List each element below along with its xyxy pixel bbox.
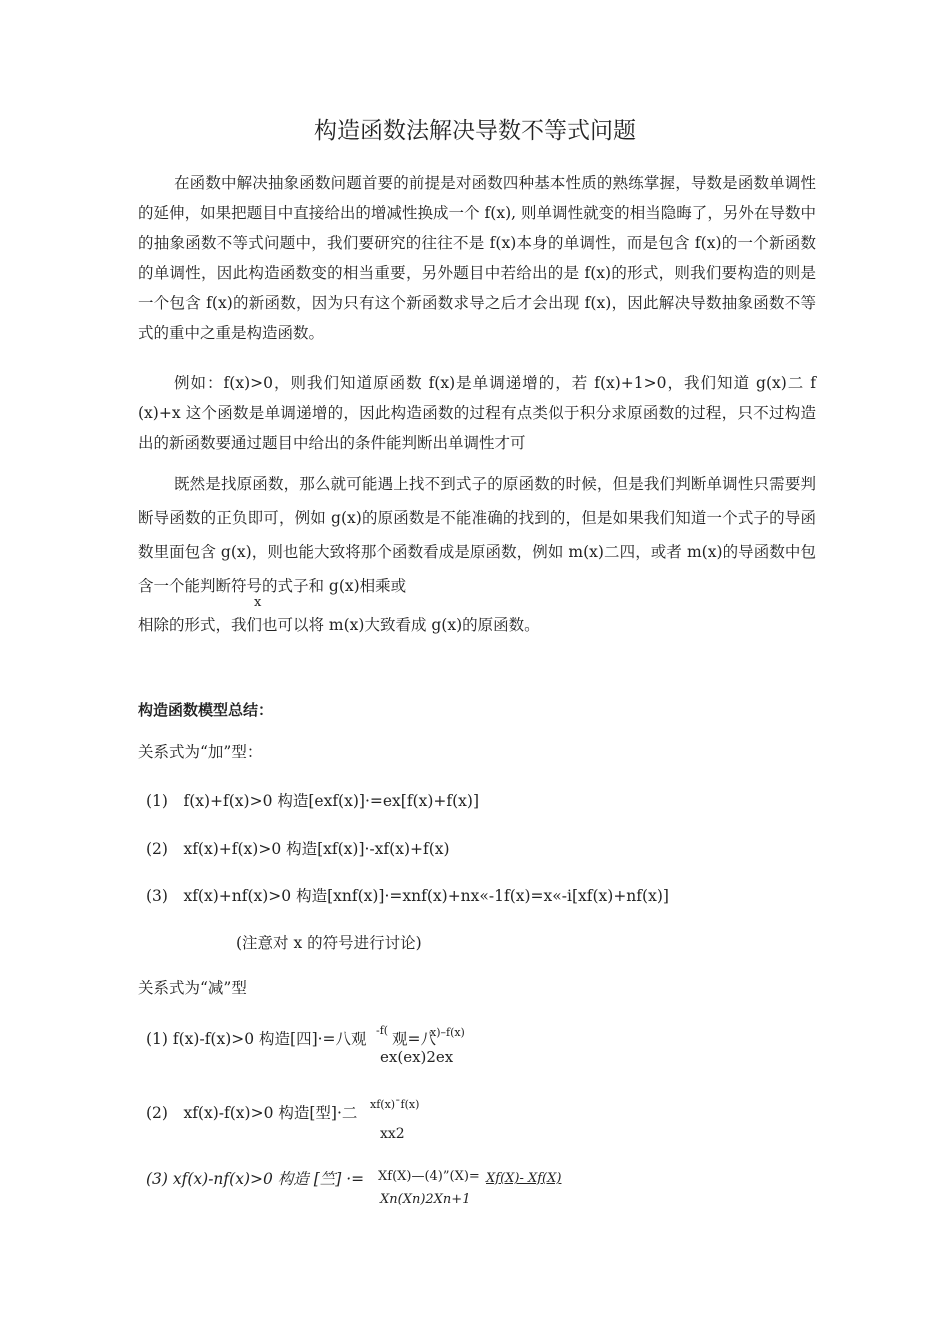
sub-item-3-numerator: Xf(X)—(4)”(X)= (378, 1169, 480, 1184)
sub-item-1-denominator: ex(ex)2ex (380, 1048, 454, 1066)
sub-item-2-numerator: xf(x)ˉf(x) (370, 1098, 420, 1111)
heading-subtract-type: 关系式为“减”型 (138, 979, 247, 997)
sub-item-1-sup-b: x)–f(x) (430, 1026, 465, 1039)
section-heading-summary: 构造函数模型总结： (138, 701, 274, 719)
add-item-2: (2) xf(x)+f(x)>0 构造[xf(x)]·-xf(x)+f(x) (146, 840, 450, 858)
paragraph-original-function-end: 相除的形式，我们也可以将 m(x)大致看成 g(x)的原函数。 (138, 616, 540, 634)
sub-item-1: (1) f(x)-f(x)>0 构造[四]·=八观 (146, 1030, 367, 1048)
sub-item-1-mid: 观=八 (392, 1030, 436, 1048)
add-item-1: (1) f(x)+f(x)>0 构造[exf(x)]·=ex[f(x)+f(x)] (146, 792, 480, 810)
sub-item-1-sup-a: -f( (376, 1024, 389, 1037)
page-title: 构造函数法解决导数不等式问题 (314, 118, 636, 144)
paragraph-example: 例如：f(x)>0，则我们知道原函数 f(x)是单调递增的，若 f(x)+1>0，我们知道 g(x)二 f (x)+x 这个函数是单调递增的，因此构造函数的过程有点类似于积分求原函数的过程，只不过构造出的新函数要通过题目中给出的条件能判断出单调性才可 (138, 374, 816, 452)
paragraph-original-function: 既然是找原函数，那么就可能遇上找不到式子的原函数的时候，但是我们判断单调性只需要判断导函数的正负即可，例如 g(x)的原函数是不能准确的找到的，但是如果我们知道一个式子的导函数里面包含 g(x)，则也能大致将那个函数看成是原函数，例如 m(x)二四，或者 m(x)的导函数中包含一个能判断符号的式子和 g(x)相乘或 (138, 475, 816, 595)
sub-item-2-denominator: xx2 (380, 1126, 405, 1142)
paragraph-intro: 在函数中解决抽象函数问题首要的前提是对函数四种基本性质的熟练掌握，导数是函数单调性的延伸，如果把题目中直接给出的增减性换成一个 f(x), 则单调性就变的相当隐晦了，另外在导数中的抽象函数不等式问题中，我们要研究的往往不是 f(x)本身的单调性，而是包含 f(x)的一个新函数的单调性，因此构造函数变的相当重要，另外题目中若给出的是 f(x)的形式，则我们要构造的则是一个包含 f(x)的新函数，因为只有这个新函数求导之后才会出现 f(x)，因此解决导数抽象函数不等式的重中之重是构造函数。 (138, 174, 816, 342)
sub-item-3: (3) xf(x)-nf(x)>0 构造 [竺] ·= (146, 1170, 365, 1188)
sub-item-3-tail: Xf(X)- Xf(X) (486, 1171, 562, 1186)
sub-item-3-denominator: Xn(Xn)2Xn+1 (380, 1192, 471, 1207)
heading-add-type: 关系式为“加”型： (138, 743, 263, 761)
fraction-denominator-x: x (254, 595, 262, 610)
note-sign-discussion: (注意对 x 的符号进行讨论) (236, 934, 422, 952)
add-item-3: (3) xf(x)+nf(x)>0 构造[xnf(x)]·=xnf(x)+nx«-1f(x)=x«-i[xf(x)+nf(x)] (146, 887, 669, 905)
sub-item-2: (2) xf(x)-f(x)>0 构造[型]·二 (146, 1104, 358, 1122)
